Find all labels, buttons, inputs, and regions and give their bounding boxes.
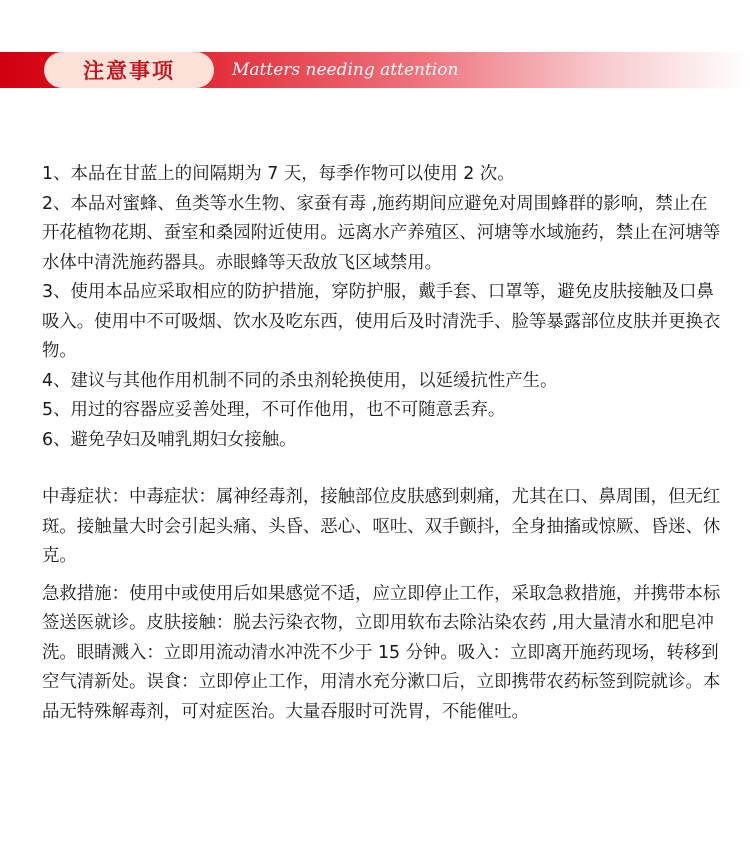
section-title: 注意事项 xyxy=(83,59,175,83)
note-item-6: 6、避免孕妇及哺乳期妇女接触。 xyxy=(42,429,297,450)
header-tab xyxy=(44,52,214,88)
note-item-4: 4、建议与其他作用机制不同的杀虫剂轮换使用，以延缓抗性产生。 xyxy=(42,370,558,391)
note-item-1: 1、本品在甘蓝上的间隔期为 7 天，每季作物可以使用 2 次。 xyxy=(42,164,515,184)
note-item-3: 3、使用本品应采取相应的防护措施，穿防护服，戴手套、口罩等，避免皮肤接触及口鼻吸入。使用中不可吸烟、饮水及吃东西，使用后及时清洗手、脸等暴露部位皮肤并更换衣物。 xyxy=(42,282,721,361)
content-body xyxy=(42,160,722,727)
spacer xyxy=(42,572,722,580)
section-subtitle-en: Matters needing attention xyxy=(232,60,459,80)
note-item-2: 2、本品对蜜蜂、鱼类等水生物、家蚕有毒 ,施药期间应避免对周围蜂群的影响，禁止在开花植物花期、蚕室和桑园附近使用。远离水产养殖区、河塘等水域施药，禁止在河塘等水体中清洗施药器具。赤眼蜂等天敌放飞区域禁用。 xyxy=(42,193,721,273)
first-aid-measures: 急救措施：使用中或使用后如果感觉不适，应立即停止工作，采取急救措施，并携带本标签送医就诊。皮肤接触：脱去污染衣物，立即用软布去除沾染农药 ,用大量清水和肥皂冲洗。眼睛溅入：立即用流动清水冲洗不少于 15 分钟。吸入：立即离开施药现场，转移到空气清新处。误食：立即停止工作，用清水充分漱口后，立即携带农药标签到院就诊。本品无特殊解毒剂，可对症医治。大量吞服时可洗胃，不能催吐。 xyxy=(42,583,721,722)
spacer xyxy=(42,455,722,483)
poisoning-symptoms: 中毒症状：中毒症状：属神经毒剂，接触部位皮肤感到刺痛，尤其在口、鼻周围，但无红斑。接触量大时会引起头痛、头昏、恶心、呕吐、双手颤抖，全身抽搐或惊厥、昏迷、休克。 xyxy=(42,487,721,566)
note-item-5: 5、用过的容器应妥善处理，不可作他用，也不可随意丢弃。 xyxy=(42,400,506,420)
